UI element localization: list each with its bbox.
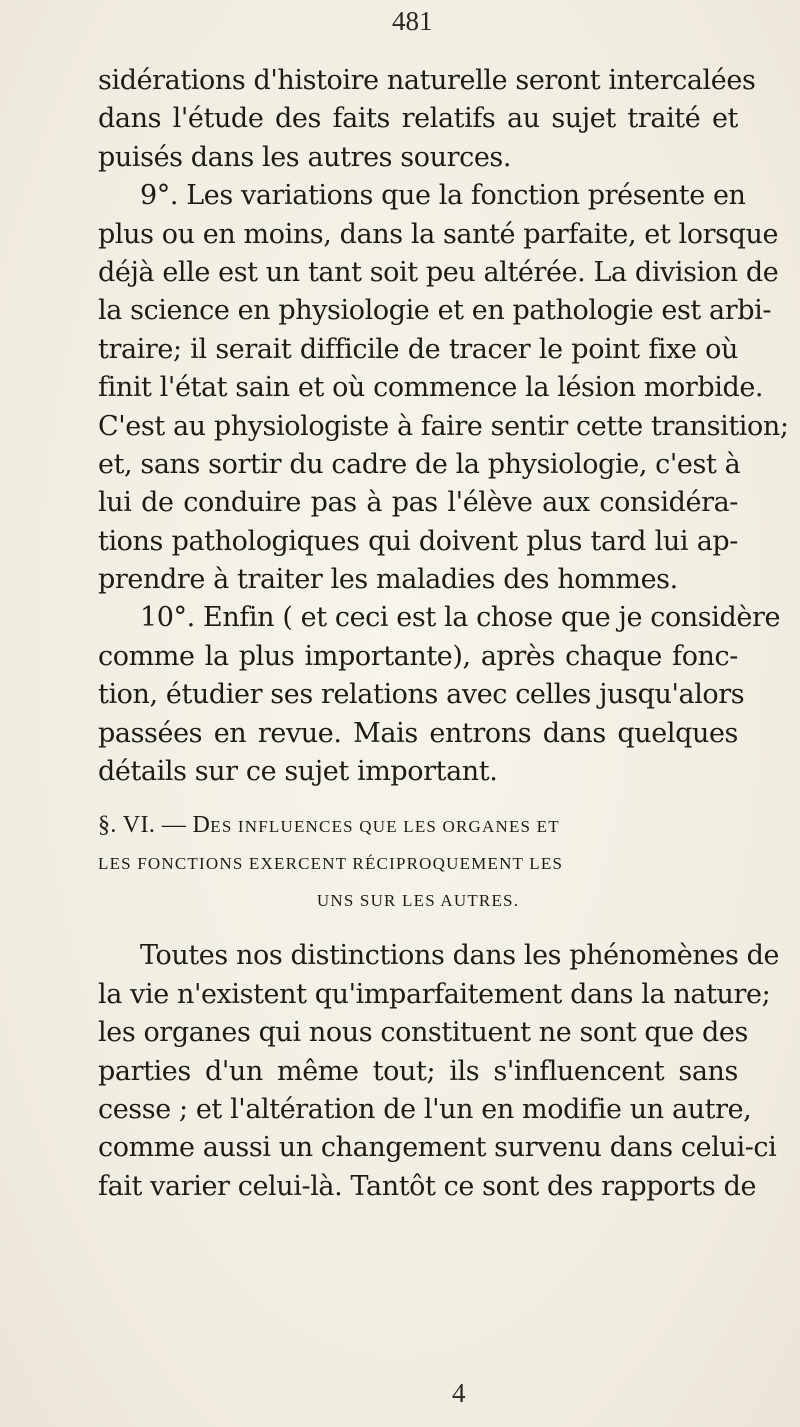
section-heading — [98, 807, 738, 919]
text-line: les organes qui nous constituent ne sont que des — [98, 1017, 748, 1049]
text-line: détails sur ce sujet important. — [98, 756, 498, 788]
text-line: traire; il serait difficile de tracer le point fixe où — [98, 333, 738, 365]
text-line: C'est au physiologiste à faire sentir cette transition; — [98, 410, 789, 442]
text-line: puisés dans les autres sources. — [98, 141, 512, 173]
text-line: et, sans sortir du cadre de la physiologie, c'est à — [98, 448, 741, 480]
text-line: tions pathologiques qui doivent plus tard lui ap- — [98, 525, 738, 557]
section-heading-line: UNS SUR LES AUTRES. — [316, 891, 520, 911]
text-line: cesse ; et l'altération de l'un en modifie un autre, — [98, 1093, 752, 1125]
text-line: parties d'un même tout; ils s'influencent sans — [98, 1055, 738, 1087]
text-line: comme aussi un changement survenu dans celui-ci — [98, 1132, 777, 1164]
paragraph-continuation — [98, 62, 756, 177]
text-line: Toutes nos distinctions dans les phénomènes de — [140, 940, 780, 972]
text-line: prendre à traiter les maladies des hommes. — [98, 564, 678, 596]
text-line: sidérations d'histoire naturelle seront intercalées — [98, 65, 756, 96]
text-line: tion, étudier ses relations avec celles jusqu'alors — [98, 679, 745, 711]
text-line: 9°. Les variations que la fonction présente en — [140, 180, 746, 212]
spacer — [98, 919, 738, 937]
text-line: plus ou en moins, dans la santé parfaite, et lorsque — [98, 218, 779, 250]
text-line: dans l'étude des faits relatifs au sujet traité et — [98, 103, 738, 135]
page-body — [98, 62, 789, 1206]
paragraph-item-10 — [98, 599, 781, 791]
text-line: finit l'état sain et où commence la lésion morbide. — [98, 372, 764, 404]
signature-mark: 4 — [452, 1378, 466, 1408]
text-line: comme la plus importante), après chaque fonc- — [98, 640, 738, 672]
section-heading-line — [98, 807, 738, 845]
section-heading-rest: ES INFLUENCES QUE LES ORGANES ET — [210, 817, 560, 837]
paragraph-main — [98, 937, 780, 1206]
section-heading-prefix: §. VI. — D — [98, 812, 211, 839]
text-line: fait varier celui-là. Tantôt ce sont des rapports de — [98, 1170, 757, 1202]
text-line: la science en physiologie et en pathologie est arbi- — [98, 295, 772, 327]
text-line: déjà elle est un tant soit peu altérée. La division de — [98, 256, 779, 288]
page-number: 481 — [392, 6, 433, 36]
text-line: 10°. Enfin ( et ceci est la chose que je considère — [140, 602, 781, 634]
text-line: passées en revue. Mais entrons dans quelques — [98, 717, 738, 749]
paragraph-item-9 — [98, 177, 789, 599]
text-line: lui de conduire pas à pas l'élève aux considéra- — [98, 487, 738, 519]
section-heading-line: LES FONCTIONS EXERCENT RÉCIPROQUEMENT LES — [98, 854, 564, 874]
text-line: la vie n'existent qu'imparfaitement dans la nature; — [98, 978, 771, 1010]
